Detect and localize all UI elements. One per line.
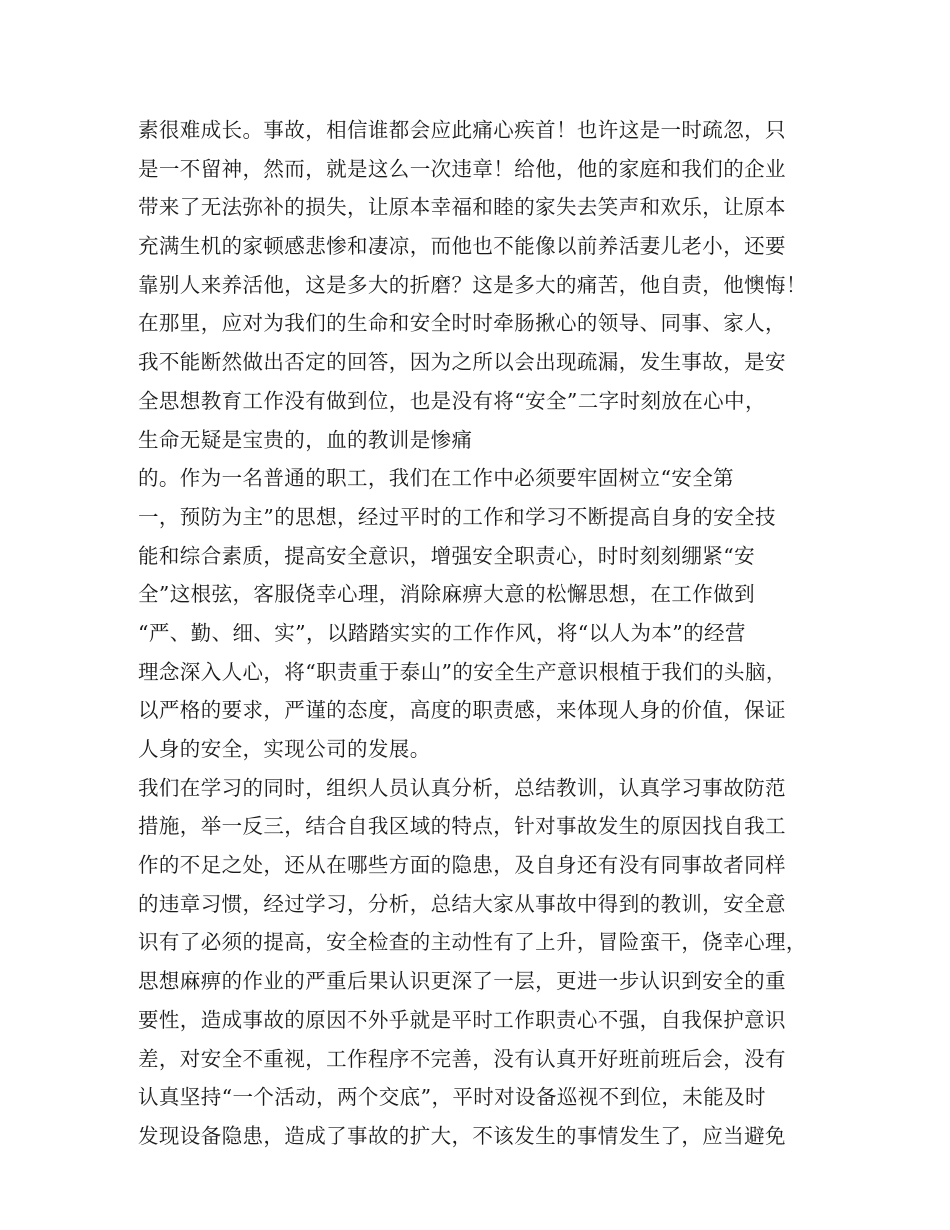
text-line-27: 发现设备隐患，造成了事故的扩大，不该发生的事情发生了，应当避免 <box>138 1123 786 1148</box>
text-line-16: 以严格的要求，严谨的态度，高度的职责感，来体现人身的价值，保证 <box>138 698 786 723</box>
text-line-18: 我们在学习的同时，组织人员认真分析，总结教训，认真学习事故防范 <box>138 775 786 800</box>
text-line-23: 思想麻痹的作业的严重后果认识更深了一层，更进一步认识到安全的重 <box>138 969 786 994</box>
text-line-7: 我不能断然做出否定的回答，因为之所以会出现疏漏，发生事故，是安 <box>138 350 786 375</box>
document-body <box>138 111 828 1156</box>
text-line-17: 人身的安全，实现公司的发展。 <box>138 737 431 761</box>
text-line-1: 素很难成长。事故，相信谁都会应此痛心疾首！也许这是一时疏忽，只 <box>138 118 786 142</box>
text-line-26: 认真坚持“一个活动，两个交底”，平时对设备巡视不到位，未能及时 <box>138 1085 766 1110</box>
text-line-24: 要性，造成事故的原因不外乎就是平时工作职责心不强，自我保护意识 <box>138 1007 786 1032</box>
text-line-13: 全”这根弦，客服侥幸心理，消除麻痹大意的松懈思想，在工作做到 <box>138 582 755 607</box>
text-line-3: 带来了无法弥补的损失，让原本幸福和睦的家失去笑声和欢乐，让原本 <box>138 195 786 220</box>
text-line-8: 全思想教育工作没有做到位，也是没有将“安全”二字时刻放在心中， <box>138 388 766 413</box>
text-line-14: “严、勤、细、实”，以踏踏实实的工作作风，将“以人为本”的经营 <box>138 620 746 645</box>
text-line-6: 在那里，应对为我们的生命和安全时时牵肠揪心的领导、同事、家人， <box>138 311 786 336</box>
text-line-25: 差，对安全不重视，工作程序不完善，没有认真开好班前班后会，没有 <box>138 1046 786 1071</box>
text-line-21: 的违章习惯，经过学习，分析，总结大家从事故中得到的教训，安全意 <box>138 891 786 916</box>
text-line-19: 措施，举一反三，结合自我区域的特点，针对事故发生的原因找自我工 <box>138 814 786 839</box>
text-line-20: 作的不足之处，还从在哪些方面的隐患，及自身还有没有同事故者同样 <box>138 853 786 878</box>
text-line-22: 识有了必须的提高，安全检查的主动性有了上升，冒险蛮干，侥幸心理， <box>138 930 807 955</box>
text-line-9: 生命无疑是宝贵的，血的教训是惨痛 <box>138 427 473 452</box>
text-line-11: 一，预防为主”的思想，经过平时的工作和学习不断提高自身的安全技 <box>138 504 776 529</box>
text-line-15: 理念深入人心，将“职责重于泰山”的安全生产意识根植于我们的头脑， <box>138 659 787 684</box>
text-line-12: 能和综合素质，提高安全意识，增强安全职责心，时时刻刻绷紧“安 <box>138 543 755 568</box>
text-line-2: 是一不留神，然而，就是这么一次违章！给他，他的家庭和我们的企业 <box>138 156 786 181</box>
text-line-5: 靠别人来养活他，这是多大的折磨？这是多大的痛苦，他自责，他懊悔！ <box>138 272 807 297</box>
text-line-10: 的。作为一名普通的职工，我们在工作中必须要牢固树立“安全第 <box>138 466 735 491</box>
text-line-4: 充满生机的家顿感悲惨和凄凉，而他也不能像以前养活妻儿老小，还要 <box>138 234 786 259</box>
